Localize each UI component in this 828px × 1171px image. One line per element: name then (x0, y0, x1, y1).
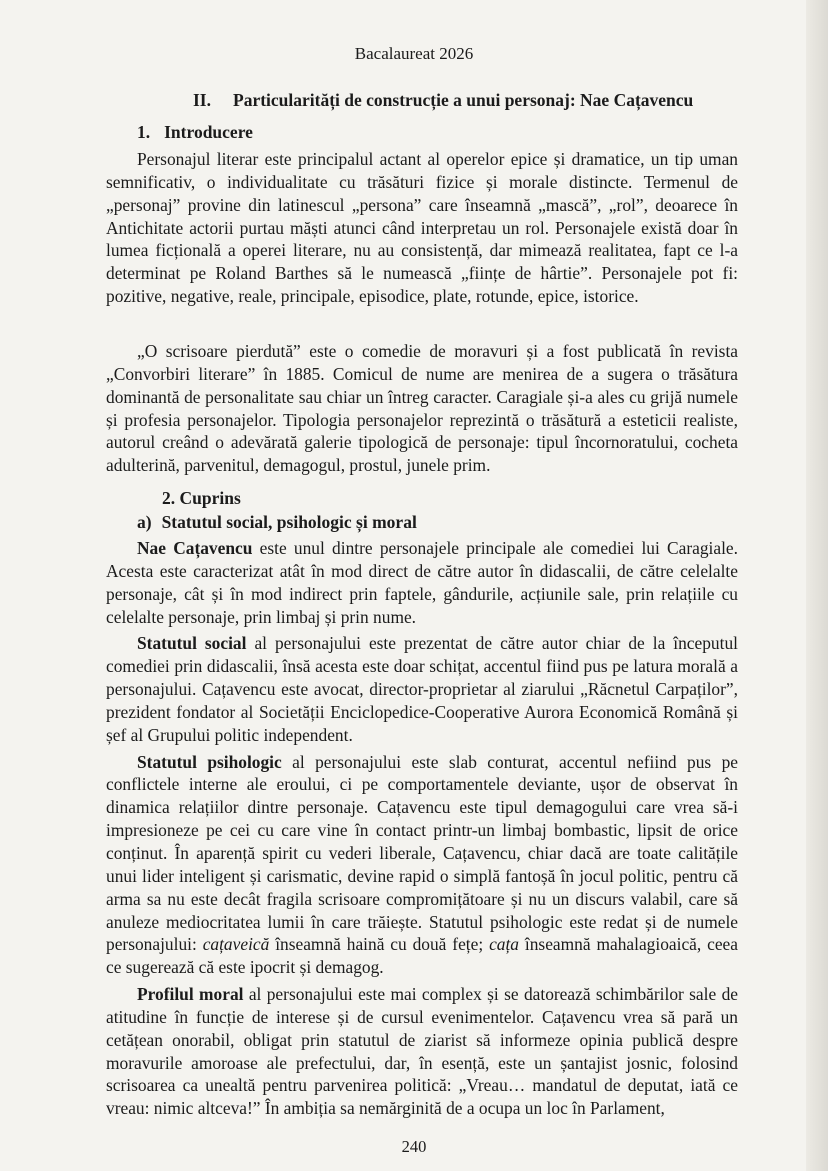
italic-term: cața (489, 934, 520, 955)
paragraph-text: al personajului este slab conturat, accentul nefiind pus pe conflictele interne ale eroului, ci pe comportamentele deviante, ușor de observat în dinamica relațiilor dintre personaje. Cațavencu este tipul demagogului care vrea să-i impresioneze pe cei cu care vine în contact printr-un limbaj bombastic, lipsit de orice conținut. În aparență spirit cu vederi liberale, Cațavencu, chiar dacă are toate calitățile unui lider inteligent și carismatic, devine rapid o simplă fantoșă în jocul politic, pentru că arma sa nu este decât fragila scrisoare compromițătoare și nu un discurs valabil, care să anuleze mediocritatea lumii în care trăiește. Statutul psihologic este redat și de numele personajului: (106, 751, 738, 955)
intro-paragraph-2-block (106, 340, 738, 477)
page-edge (806, 0, 828, 1171)
subsection-heading (137, 512, 417, 533)
paragraph-text: înseamnă mahalagioaică, ceea ce sugerează că este ipocrit și demagog. (106, 934, 738, 978)
paragraph-psychological-status (106, 751, 738, 979)
page-number: 240 (401, 1137, 427, 1156)
intro-paragraph-1: Personajul literar este principalul actant al operelor epice și dramatice, un tip uman semnificativ, o individualitate cu trăsături fizice și morale distincte. Termenul de „personaj” provine din latinescul „persona” care înseamnă „mască”, „rol”, deoarece în Antichitate actorii purtau măști atunci când interpretau un rol. Personajele există doar în lumea ficțională a operei literare, nu au consistență, dar mimează realitatea, fapt ce l-a determinat pe Roland Barthes să le numească „ființe de hârtie”. Personajele pot fi: pozitive, negative, reale, principale, episodice, plate, rotunde, epice, istorice. (106, 149, 738, 307)
subsection-heading-text: Statutul social, psihologic și moral (161, 512, 417, 532)
term-psychological-status: Statutul psihologic (137, 751, 282, 772)
section-heading-text: Introducere (164, 122, 253, 142)
paragraph-text: înseamnă haină cu două fețe; (269, 934, 490, 955)
chapter-title-text: Particularități de construcție a unui personaj: Nae Cațavencu (233, 90, 694, 110)
paragraph-text: al personajului este mai complex și se datorează schimbărilor sale de atitudine în funcție de interese și de cursul evenimentelor. Cațavencu vrea să pară un cetățean onorabil, obligat prin statutul de ziarist să informeze opinia publică despre moravurile amoroase ale prefectului, dar, în esență, este un șantajist josnic, folosind scrisoarea ca unealtă pentru parvenirea politică: „Vreau… mandatul de deputat, iată ce vreau: nimic altceva!” În ambiția sa nemărginită de a ocupa un loc în Parlament, (106, 984, 738, 1119)
paragraph-moral-profile (106, 983, 738, 1120)
intro-paragraph-1-block (106, 148, 738, 308)
chapter-title (193, 90, 693, 111)
intro-paragraph-2: „O scrisoare pierdută” este o comedie de moravuri și a fost publicată în revista „Convorbiri literare” în 1885. Comicul de nume are menirea de a sugera o trăsătura dominantă de personalitate sau chiar un întreg caracter. Caragiale și-a ales cu grijă numele și profesia personajelor. Tipologia personajelor reprezintă o trăsătură a esteticii realiste, autorul creând o adevărată galerie tipologică de personaje: tipul încornoratului, cocheta adulterină, parvenitul, demagogul, prostul, junele prim. (106, 341, 738, 476)
section-heading-intro (137, 122, 253, 143)
paragraph-character-intro (106, 537, 738, 628)
paragraph-text: al personajului este prezentat de către autor chiar de la începutul comediei prin didascalii, însă acesta este doar schițat, accentul fiind pus pe latura morală a personajului. Cațavencu este avocat, director-proprietar al ziarului „Răcnetul Carpaților”, prezident fondator al Societății Enciclopedice-Cooperative Aurora Economică Română și șef al Grupului politic independent. (106, 633, 738, 745)
term-moral-profile: Profilul moral (137, 984, 244, 1005)
paragraph-social-status (106, 632, 738, 746)
chapter-number: II. (193, 90, 211, 110)
running-header: Bacalaureat 2026 (354, 44, 474, 63)
section-heading-cuprins: 2. Cuprins (162, 488, 241, 508)
section-number: 1. (137, 122, 151, 142)
cuprins-body (106, 537, 738, 1120)
character-name: Nae Cațavencu (137, 538, 253, 558)
term-social-status: Statutul social (137, 633, 247, 654)
paragraph-text: este unul dintre personajele principale ale comediei lui Caragiale. Acesta este caracterizat atât în mod direct de către autor în didascalii, de către celelalte personaje, cât și în mod indirect prin faptele, gândurile, acțiunile sale, prin relațiile cu celelalte personaje, prin limbaj și prin nume. (106, 538, 738, 627)
subsection-letter: a) (137, 512, 152, 532)
italic-term: cațaveică (202, 934, 270, 955)
